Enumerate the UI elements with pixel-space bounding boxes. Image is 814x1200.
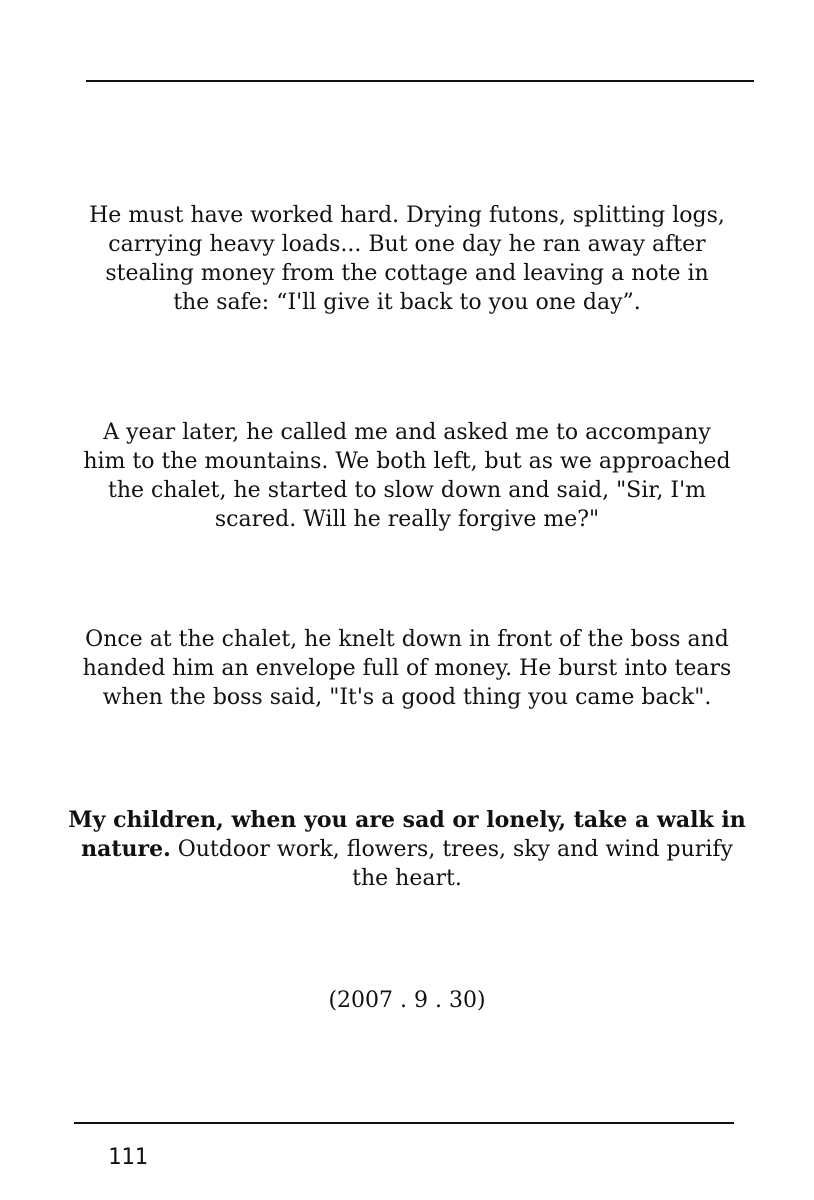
paragraph-at-chalet (40, 625, 774, 712)
page-number: 111 (108, 1145, 148, 1170)
text-line: him to the mountains. We both left, but as we approached (83, 449, 731, 474)
text-line: the safe: “I'll give it back to you one day”. (173, 290, 641, 315)
bold-text: nature. (81, 836, 171, 862)
paragraph-year-later (40, 418, 774, 534)
date-line (40, 986, 774, 1015)
paragraph-advice (40, 806, 774, 893)
date-text: (2007 . 9 . 30) (328, 988, 486, 1013)
text-line: He must have worked hard. Drying futons, splitting logs, (89, 203, 725, 228)
text-line: handed him an envelope full of money. He burst into tears (82, 656, 732, 681)
text-line: Once at the chalet, he knelt down in front of the boss and (85, 627, 729, 652)
text-line: the heart. (352, 866, 462, 891)
bottom-rule (74, 1122, 734, 1124)
text-line: when the boss said, "It's a good thing you came back". (102, 685, 712, 710)
text-line: scared. Will he really forgive me?" (214, 507, 600, 532)
paragraph-hard-work (40, 201, 774, 317)
text-line: the chalet, he started to slow down and said, "Sir, I'm (108, 478, 706, 503)
top-rule (86, 80, 754, 82)
text-line: A year later, he called me and asked me to accompany (103, 420, 711, 445)
regular-text: Outdoor work, flowers, trees, sky and wind purify (170, 837, 733, 862)
text-line: carrying heavy loads... But one day he ran away after (108, 232, 706, 257)
text-line (40, 835, 774, 864)
text-line: stealing money from the cottage and leaving a note in (105, 261, 709, 286)
bold-text-line: My children, when you are sad or lonely, take a walk in (68, 807, 746, 833)
